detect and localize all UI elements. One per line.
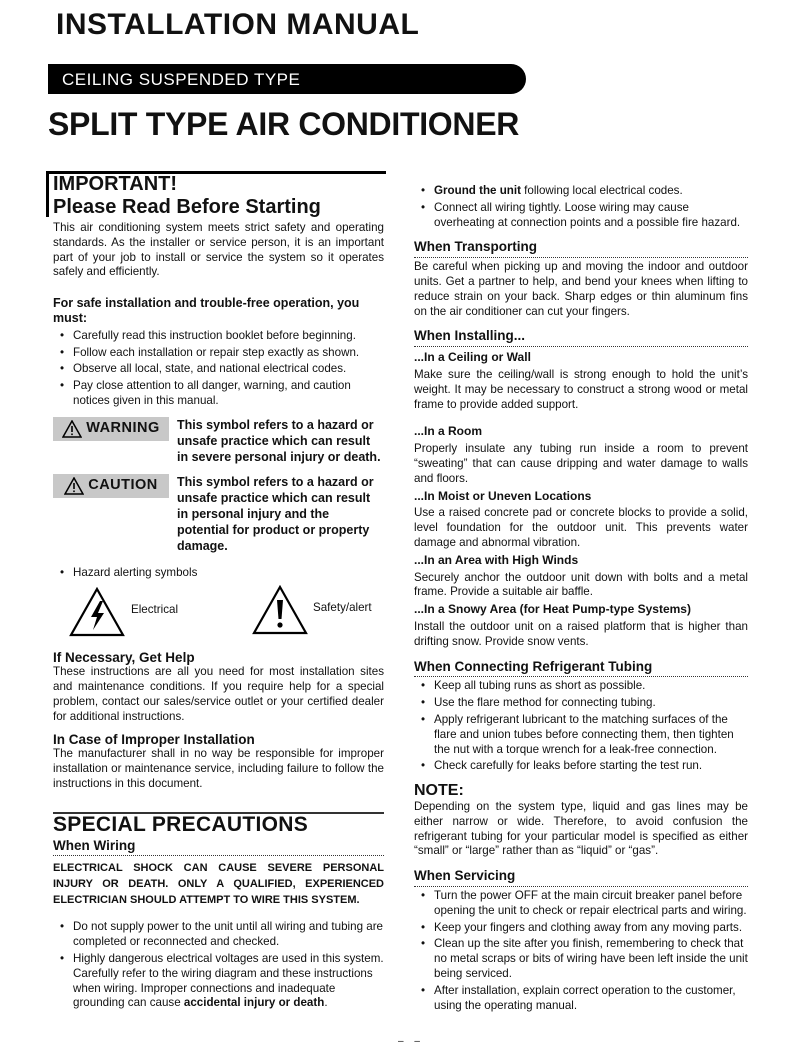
note-heading: NOTE:	[414, 782, 464, 800]
left-column	[53, 172, 384, 1013]
list-item: • Observe all local, state, and national electrical codes.	[53, 362, 384, 377]
caution-label: CAUTION	[88, 477, 158, 494]
list-item: • Use the flare method for connecting tubing.	[414, 696, 748, 711]
note-paragraph: Depending on the system type, liquid and gas lines may be either narrow or wide. Therefore, to avoid confusion the refrigerant tubing for your particular model is specified as either “small” or “large” rather than as “liquid” or “gas”.	[414, 800, 748, 858]
important-title: IMPORTANT!	[53, 173, 178, 195]
wiring-warning: ELECTRICAL SHOCK CAN CAUSE SEVERE PERSONAL INJURY OR DEATH. ONLY A QUALIFIED, EXPERIENCED ELECTRICIAN SHOULD ATTEMPT TO WIRE THIS SYSTEM.	[53, 862, 384, 907]
important-subtitle: Please Read Before Starting	[53, 196, 321, 218]
room-paragraph: Properly insulate any tubing run inside a room to prevent “sweating” that can cause dripping and water damage to walls and floors.	[414, 442, 748, 485]
list-item: • Follow each installation or repair step exactly as shown.	[53, 346, 384, 361]
list-item: • Do not supply power to the unit until all wiring and tubing are completed or reconnected and checked.	[53, 920, 384, 950]
help-heading: If Necessary, Get Help	[53, 649, 195, 665]
hazard-symbols	[53, 585, 384, 645]
right-column	[414, 184, 748, 1015]
warning-triangle-icon	[64, 477, 84, 495]
ceiling-paragraph: Make sure the ceiling/wall is strong enough to hold the unit’s weight. It may be necessary to construct a strong wood or metal frame to provide added support.	[414, 367, 748, 411]
safe-install-list	[53, 329, 384, 409]
transport-paragraph: Be careful when picking up and moving the indoor and outdoor units. Get a partner to help, and bend your knees when lifting to reduce strain on your back. Sharp edges or thin aluminum fins on the air conditioner can cut your fingers.	[414, 260, 748, 318]
installing-heading: When Installing...	[414, 329, 748, 347]
list-item: • Apply refrigerant lubricant to the matching surfaces of the flare and union tubes before connecting them, then tighten the nut with a torque wrench for a leak-free connection.	[414, 713, 748, 757]
list-item	[414, 184, 748, 199]
winds-paragraph: Securely anchor the outdoor unit down with bolts and a metal frame. Provide a suitable air baffle.	[414, 570, 748, 599]
moist-heading: ...In Moist or Uneven Locations	[414, 488, 592, 503]
product-title: SPLIT TYPE AIR CONDITIONER	[48, 106, 520, 142]
snowy-heading: ...In a Snowy Area (for Heat Pump-type Systems)	[414, 602, 691, 617]
ceiling-heading: ...In a Ceiling or Wall	[414, 350, 531, 365]
wiring-item-bold: accidental injury or death	[183, 996, 325, 1010]
ground-bold: Ground the unit	[434, 184, 521, 197]
wiring-heading: When Wiring	[53, 839, 384, 857]
wiring-list	[53, 920, 384, 1011]
moist-paragraph: Use a raised concrete pad or concrete blocks to provide a solid, level foundation for the outdoor unit. This prevents water damage and abnormal vibration.	[414, 506, 748, 549]
list-item: • Connect all wiring tightly. Loose wiring may cause overheating at connection points and a possible fire hazard.	[414, 201, 748, 231]
servicing-list	[414, 889, 748, 1013]
winds-heading: ...In an Area with High Winds	[414, 552, 579, 567]
tubing-list	[414, 679, 748, 774]
improper-heading: In Case of Improper Installation	[53, 731, 255, 747]
list-item: • Carefully read this instruction booklet before beginning.	[53, 329, 384, 344]
ground-text: following local electrical codes.	[520, 184, 683, 197]
safe-install-heading: For safe installation and trouble-free operation, you must:	[53, 296, 360, 325]
type-banner: CEILING SUSPENDED TYPE	[48, 64, 526, 94]
intro-paragraph: This air conditioning system meets strict safety and operating standards. As the installer or service person, it is an important part of your job to install or service the system so it operates safely and efficiently.	[53, 221, 384, 279]
warning-label: WARNING	[86, 420, 160, 437]
list-item: • After installation, explain correct operation to the customer, using the operating manual.	[414, 984, 748, 1014]
list-item: • Check carefully for leaks before starting the test run.	[414, 759, 748, 774]
help-paragraph: These instructions are all you need for most installation sites and maintenance conditions. If you require help for a special problem, contact our sales/service outlet or your certified dealer for additional instructions.	[53, 665, 384, 723]
list-item: • Hazard alerting symbols	[53, 566, 384, 581]
electrical-hazard-icon	[69, 587, 125, 637]
list-item	[53, 952, 384, 1011]
tubing-heading: When Connecting Refrigerant Tubing	[414, 660, 748, 678]
caution-badge	[53, 474, 169, 498]
manual-title: INSTALLATION MANUAL	[56, 8, 420, 41]
wiring-item-text: Highly dangerous electrical voltages are used in this system. Carefully refer to the wiring diagram and these instructions when wiring. Improper connections and inadequate grounding can cause	[73, 951, 384, 1010]
special-precautions-heading: SPECIAL PRECAUTIONS	[53, 812, 309, 836]
list-item: • Pay close attention to all danger, warning, and caution notices given in this manual.	[53, 379, 384, 409]
list-item: • Keep your fingers and clothing away from any moving parts.	[414, 921, 748, 936]
caution-notice	[53, 474, 384, 554]
caution-text: This symbol refers to a hazard or unsafe practice which can result in personal injury and the potential for product or property damage.	[177, 474, 374, 553]
warning-notice	[53, 417, 384, 465]
list-item: • Turn the power OFF at the main circuit breaker panel before opening the unit to check or repair electrical parts and wiring.	[414, 889, 748, 919]
room-heading: ...In a Room	[414, 424, 483, 439]
safety-label: Safety/alert	[313, 600, 372, 614]
electrical-label: Electrical	[131, 602, 179, 616]
page-number: – –	[398, 1036, 424, 1047]
warning-triangle-icon	[62, 420, 82, 438]
improper-paragraph: The manufacturer shall in no way be responsible for improper installation or maintenance service, including failure to follow the instructions in this document.	[53, 747, 384, 790]
wiring-item-end: .	[324, 996, 328, 1010]
list-item: • Keep all tubing runs as short as possible.	[414, 679, 748, 694]
warning-badge	[53, 417, 169, 441]
list-item: • Clean up the site after you finish, remembering to check that no metal scraps or bits of wiring have been left inside the unit being serviced.	[414, 937, 748, 981]
hazard-list	[53, 566, 384, 581]
transport-heading: When Transporting	[414, 240, 748, 258]
wiring-list-continued	[414, 184, 748, 230]
servicing-heading: When Servicing	[414, 869, 748, 887]
safety-alert-icon	[252, 585, 308, 635]
snowy-paragraph: Install the outdoor unit on a raised platform that is higher than drifting snow. Provide snow vents.	[414, 619, 748, 648]
warning-text: This symbol refers to a hazard or unsafe practice which can result in severe personal injury or death.	[177, 417, 381, 464]
